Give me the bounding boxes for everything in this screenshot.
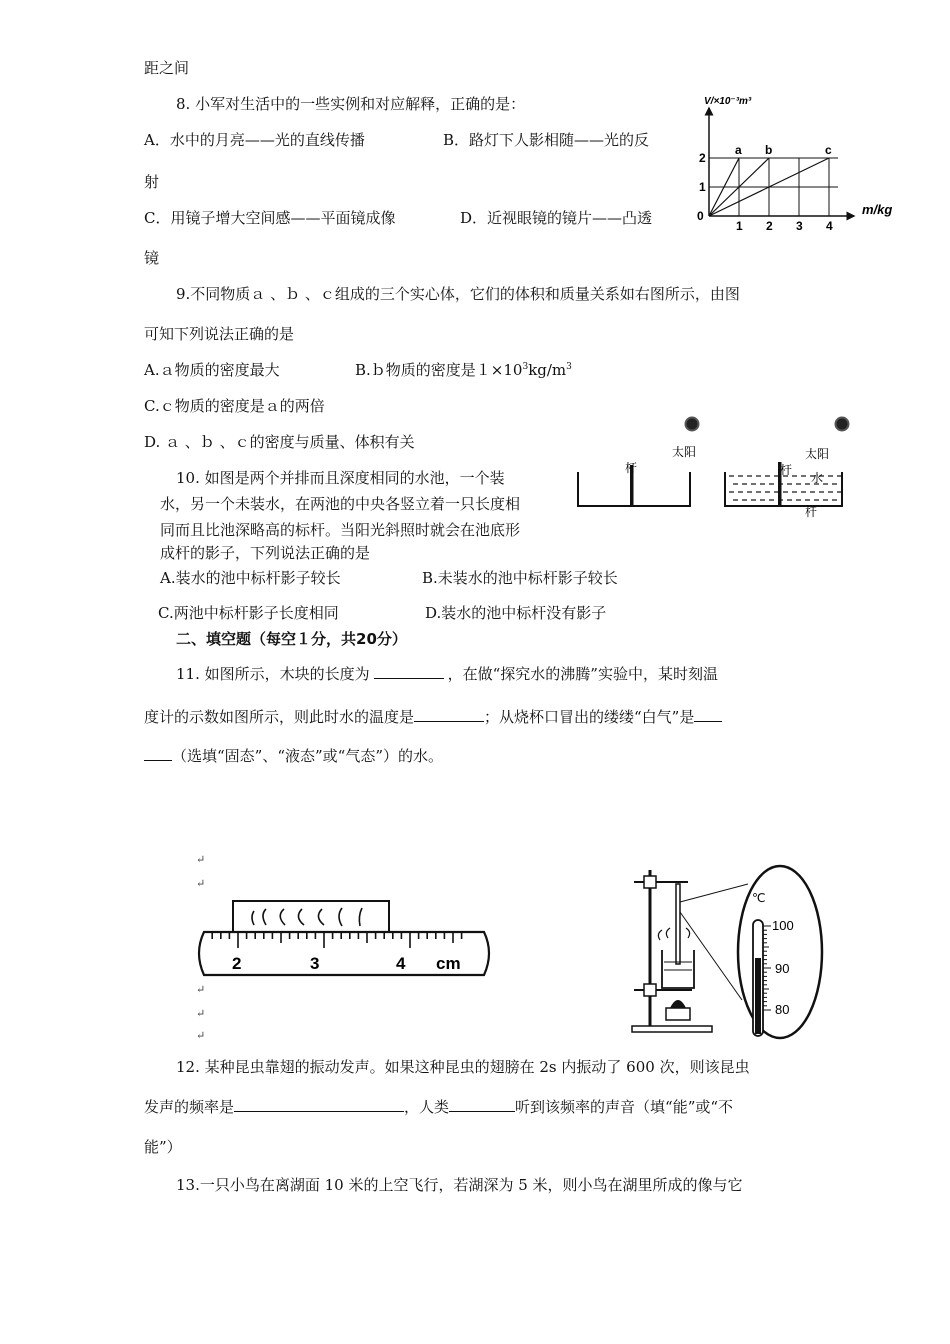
graph-ylabel: V/×10⁻³m³ [704,96,752,107]
q9-option-c: C.ｃ物质的密度是ａ的两倍 [144,397,325,415]
q11-blank-state-cont [144,746,172,761]
rod-label-right-2: 杆 [805,505,818,519]
q9-option-b: B.ｂ物质的密度是$1\times 10^3kg/m^3$ [355,361,572,379]
q11-line3: （选填“固态”、“液态”或“气态”）的水。 [144,746,443,766]
paragraph-mark: ↵ [196,1029,206,1042]
section-heading: 二、填空题（每空１分，共20分） [176,630,407,648]
q8-option-d: D．近视眼镜的镜片——凸透 [460,209,653,227]
thermometer-label-100: 100 [772,918,794,933]
sun-label-right: 太阳 [805,447,830,461]
ruler-unit: cm [436,954,461,973]
ruler-tick-label-4: 4 [396,954,406,973]
ruler-figure [182,895,502,985]
wood-block [233,901,389,933]
ruler-tick-label-2: 2 [232,954,242,973]
q11-blank-length [374,664,444,679]
graph-origin: 0 [697,209,704,223]
thermometer-label-80: 80 [775,1002,790,1017]
ruler-tick-label-3: 3 [310,954,320,973]
rod-label-right: 杆 [780,463,793,477]
empty-pool [578,472,690,506]
x-tick-label: 3 [796,219,803,233]
q8-option-a: A．水中的月亮——光的直线传播 [144,131,365,149]
q10-line4: 成杆的影子，下列说法正确的是 [160,544,371,562]
q11-blank-temperature [414,707,484,722]
q8-stem: 8. 小军对生活中的一些实例和对应解释，正确的是： [176,95,526,113]
pools-figure [572,410,862,520]
q9-option-d: D. ａ 、ｂ 、ｃ的密度与质量、体积有关 [144,433,415,451]
q10-line3: 同而且比池深略高的标杆。当阳光斜照时就会在池底形 [160,521,521,539]
thermometer-unit: ℃ [752,891,766,905]
x-tick-label: 1 [736,219,743,233]
x-tick-label: 4 [826,219,833,233]
sun-icon-right [836,418,849,431]
burner [670,1000,686,1008]
q13-line1: 13.一只小鸟在离湖面 10 米的上空飞行，若湖深为 5 米，则小鸟在湖里所成的像与它 [176,1176,743,1194]
thermometer-stem [676,884,680,964]
q10-line1: 10. 如图是两个并排而且深度相同的水池，一个装 [176,469,505,487]
paragraph-mark: ↵ [196,983,206,996]
paragraph-mark: ↵ [196,853,206,866]
thermometer-liquid [755,958,761,1034]
q11-blank-state [694,707,722,722]
q9-option-a: A.ａ物质的密度最大 [144,361,280,379]
sun-icon-left [686,418,699,431]
thermometer-label-90: 90 [775,961,790,976]
q12-blank-frequency [234,1097,404,1112]
q12-blank-hear [449,1097,515,1112]
q8-option-b: B．路灯下人影相随——光的反 [443,131,650,149]
q11-line1: 11. 如图所示，木块的长度为 ，在做“探究水的沸腾”实验中，某时刻温 [176,665,718,683]
q12-line1: 12. 某种昆虫靠翅的振动发声。如果这种昆虫的翅膀在 2s 内振动了 600 次，则该昆虫 [176,1058,750,1076]
q10-option-b: B.未装水的池中标杆影子较长 [422,569,618,587]
rod-label-left: 杆 [625,461,638,475]
series-label-b: b [765,143,773,157]
q11-line2: 度计的示数如图所示，则此时水的温度是 ；从烧杯口冒出的缕缕“白气”是 [144,707,722,727]
y-tick-label: 1 [699,180,706,194]
x-tick-label: 2 [766,219,773,233]
q10-option-c: C.两池中标杆影子长度相同 [158,604,339,622]
q10-line2: 水，另一个未装水，在两池的中央各竖立着一只长度相 [160,495,521,513]
q10-option-a: A.装水的池中标杆影子较长 [160,569,341,587]
q10-option-d: D.装水的池中标杆没有影子 [425,604,607,622]
boiling-apparatus [620,862,830,1052]
q9-stem-line2: 可知下列说法正确的是 [144,325,295,343]
paragraph-mark: ↵ [196,1007,206,1020]
q12-line2: 发声的频率是 ，人类 听到该频率的声音（填“能”或“不 [144,1098,734,1116]
sun-label-left: 太阳 [672,445,697,459]
q8-option-c: C．用镜子增大空间感——平面镜成像 [144,209,396,227]
paragraph-mark: ↵ [196,877,206,890]
density-graph [694,90,904,240]
water-label: 水 [811,471,824,485]
q12-line3: 能”） [144,1138,182,1156]
y-tick-label: 2 [699,151,706,165]
series-label-a: a [735,143,742,157]
q8-option-b-cont: 射 [144,173,160,191]
q8-option-d-cont: 镜 [144,249,160,267]
q7-tail: 距之间 [144,59,190,77]
series-label-c: c [825,143,832,157]
q9-stem-line1: 9.不同物质ａ 、ｂ 、ｃ组成的三个实心体，它们的体积和质量关系如右图所示，由图 [176,285,740,303]
graph-xlabel: m/kg [862,202,893,217]
water-pool [725,472,842,506]
